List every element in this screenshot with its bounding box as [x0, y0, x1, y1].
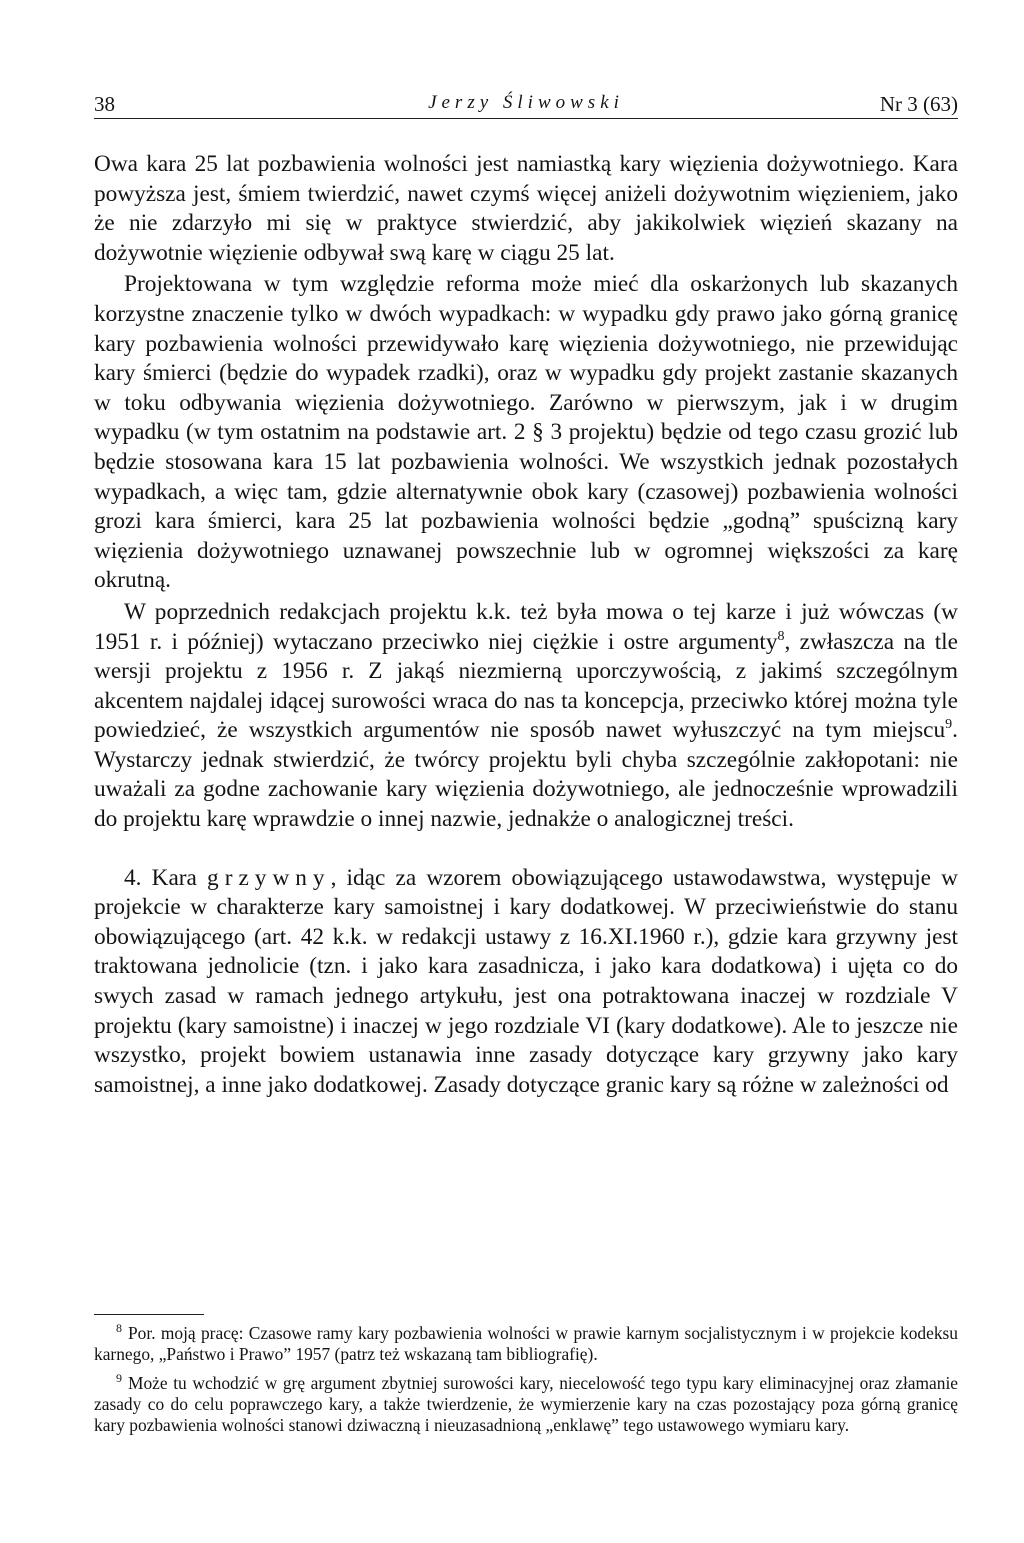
- paragraph-3-part-1: W poprzednich redakcjach projektu k.k. też była mowa o tej karze i już wówczas (w 1951 r. i później) wytaczano przeciwko niej ciężkie i ostre argumenty: [94, 598, 958, 655]
- paragraph-4: [94, 864, 958, 1101]
- footnote-9: [94, 1373, 958, 1436]
- paragraph-3: [94, 598, 958, 835]
- paragraph-4-lead: 4. Kara: [124, 864, 208, 891]
- page-number: 38: [94, 92, 115, 116]
- paragraph-4-emphasis: grzywny: [207, 864, 331, 891]
- issue-number: Nr 3 (63): [879, 92, 958, 116]
- body-text: [94, 150, 958, 1100]
- footnote-8: [94, 1323, 958, 1365]
- footnotes: [94, 1323, 958, 1444]
- footnote-ref-8[interactable]: 8: [777, 628, 785, 644]
- paragraph-3-part-3: . Wystarczy jednak stwierdzić, że twórcy projektu byli chyba szczególnie zakłopotani: nie uważali za godne zachowanie kary więzienia dożywotniego, ale jednocześnie wprowadzili do projektu karę wprawdzie o innej nazwie, jednakże o analogicznej treści.: [94, 717, 958, 833]
- paragraph-3-part-2: , zwłaszcza na tle wersji projektu z 1956 r. Z jakąś niezmierną uporczywością, z jakimś szczególnym akcentem najdalej idącej surowości wraca do nas ta koncepcja, przeciwko której można tyle powiedzieć, że wszystkich argumentów nie sposób nawet wyłuszczyć na tym miejscu: [94, 628, 958, 744]
- document-page: [94, 0, 958, 1543]
- footnote-divider: [94, 1314, 204, 1315]
- paragraph-2: Projektowana w tym względzie reforma może mieć dla oskarżonych lub skazanych korzystne znaczenie tylko w dwóch wypadkach: w wypadku gdy prawo jako górną granicę kary pozbawienia wolności przewidywało karę więzienia dożywotniego, nie przewidując kary śmierci (będzie do wypadek rzadki), oraz w wypadku gdy projekt zastanie skazanych w toku odbywania więzienia dożywotniego. Zarówno w pierwszym, jak i w drugim wypadku (w tym ostatnim na podstawie art. 2 § 3 projektu) będzie od tego czasu grozić lub będzie stosowana kara 15 lat pozbawienia wolności. We wszystkich jednak pozostałych wypadkach, a więc tam, gdzie alternatywnie obok kary (czasowej) pozbawienia wolności grozi kara śmierci, kara 25 lat pozbawienia wolności będzie „godną” spuścizną kary więzienia dożywotniego uznawanej powszechnie lub w ogromnej większości za karę okrutną.: [94, 271, 958, 594]
- footnote-ref-9[interactable]: 9: [945, 717, 953, 733]
- footnote-8-text: Por. moją pracę: Czasowe ramy kary pozbawienia wolności w prawie karnym socjalistycznym i w projekcie kodeksu karnego, „Państwo i Prawo” 1957 (patrz też wskazaną tam bibliografię).: [94, 1323, 958, 1364]
- paragraph-4-rest: , idąc za wzorem obowiązującego ustawodawstwa, występuje w projekcie w charakterze kary samoistnej i kary dodatkowej. W przeciwieństwie do stanu obowiązującego (art. 42 k.k. w redakcji ustawy z 16.XI.1960 r.), gdzie kara grzywny jest traktowana jednolicie (tzn. i jako kara zasadnicza, i jako kara dodatkowa) i ujęta co do swych zasad w ramach jednego artykułu, jest ona potraktowana inaczej w rozdziale V projektu (kary samoistne) i inaczej w jego rozdziale VI (kary dodatkowe). Ale to jeszcze nie wszystko, projekt bowiem ustanawia inne zasady dotyczące kary grzywny jako kary samoistnej, a inne jako dodatkowej. Zasady dotyczące granic kary są różne w zależności od: [94, 864, 958, 1098]
- paragraph-1: Owa kara 25 lat pozbawienia wolności jest namiastką kary więzienia dożywotniego. Kara powyższa jest, śmiem twierdzić, nawet czymś więcej aniżeli dożywotnim więzieniem, jako że nie zdarzyło mi się w praktyce stwierdzić, aby jakikolwiek więzień skazany na dożywotnie więzienie odbywał swą karę w ciągu 25 lat.: [94, 151, 958, 266]
- footnote-9-mark: 9: [116, 1371, 122, 1386]
- running-header: [94, 86, 958, 119]
- footnote-8-mark: 8: [116, 1321, 122, 1336]
- running-author: Jerzy Śliwowski: [428, 92, 624, 113]
- footnote-9-text: Może tu wchodzić w grę argument zbytniej surowości kary, niecelowość tego typu kary eliminacyjnej oraz złamanie zasady co do celu poprawczego kary, a także twierdzenie, że wymierzenie kary na czas pozostający poza górną granicę kary pozbawienia wolności stanowi dziwaczną i nieuzasadnioną „enklawę” tego ustawowego wymiaru kary.: [94, 1373, 958, 1435]
